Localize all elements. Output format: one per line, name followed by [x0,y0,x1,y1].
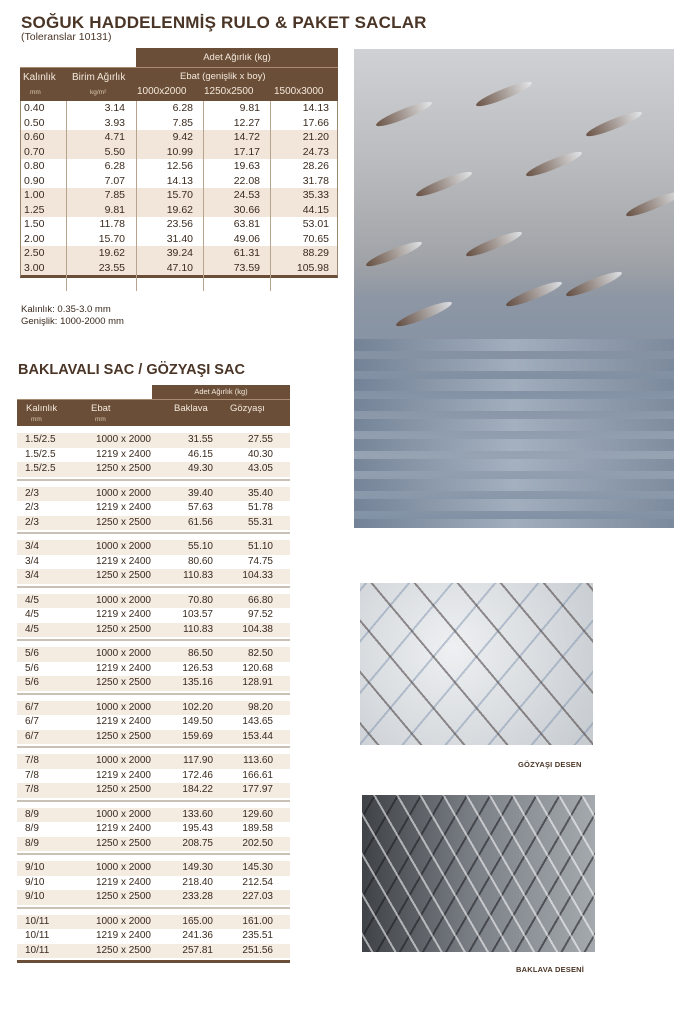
cell-size: 1000 x 2000 [95,915,151,927]
col-header-size: Ebat [91,403,111,414]
cell-baklava: 126.53 [182,662,213,674]
cell-baklava: 102.20 [182,701,213,713]
row-group [17,487,290,535]
cell-1500x3000: 31.78 [302,174,329,187]
cell-unit-weight: 5.50 [104,145,125,158]
cell-gozyasi: 35.40 [247,487,273,499]
cell-baklava: 195.43 [182,823,213,834]
sheet-edge [354,339,674,351]
table-row [17,754,290,769]
cell-1250x2500: 9.81 [239,102,260,114]
table-group-header: Adet Ağırlık (kg) [136,48,338,67]
section1-title: SOĞUK HADDELENMİŞ RULO & PAKET SACLAR [21,13,427,32]
cell-size: 1250 x 2500 [95,516,151,528]
cell-1500x3000: 105.98 [296,261,329,274]
sheet-edge [354,519,674,528]
cell-gozyasi: 145.30 [242,862,273,873]
table-row [21,203,337,218]
cell-size: 1250 x 2500 [95,463,151,474]
cell-thickness: 2.00 [24,232,45,245]
col-unit-size: mm [95,416,106,423]
table-row [17,676,290,691]
tread-diamond [504,278,563,310]
col-unit-thickness: mm [30,89,41,96]
gozyasi-pattern-photo [360,583,593,745]
cell-1000x2000: 7.85 [172,116,193,129]
cell-thickness: 0.90 [24,174,45,187]
table-row [21,217,337,232]
column-divider [66,101,67,291]
table-row [17,623,290,638]
cell-baklava: 133.60 [182,808,213,820]
cell-size: 1219 x 2400 [95,609,151,620]
cell-thickness: 9/10 [25,891,45,902]
table-row [17,594,290,609]
checker-plate-table-body [17,433,290,969]
cell-thickness: 1.50 [24,218,45,230]
table-row [17,448,290,463]
cell-1000x2000: 23.56 [166,218,193,230]
cell-gozyasi: 143.65 [242,716,273,727]
cell-unit-weight: 9.81 [104,203,125,216]
cell-unit-weight: 7.85 [104,189,125,201]
cell-gozyasi: 166.61 [242,769,273,781]
tread-diamond [584,108,643,140]
cell-baklava: 61.56 [187,516,213,528]
col-header-thickness: Kalınlık [26,403,58,414]
table-row [17,662,290,677]
column-divider [136,101,137,291]
col-header-1250x2500: 1250x2500 [204,86,254,97]
table-row [17,837,290,852]
cell-gozyasi: 66.80 [247,594,273,606]
sheet-edge [354,479,674,491]
cell-size: 1250 x 2500 [95,891,151,902]
cell-unit-weight: 7.07 [104,174,125,187]
cell-baklava: 135.16 [182,677,213,688]
section2-title: BAKLAVALI SAC / GÖZYAŞI SAC [18,362,245,378]
table-row [17,929,290,944]
cell-gozyasi: 97.52 [247,609,273,620]
cell-size: 1219 x 2400 [95,930,151,941]
cell-1500x3000: 88.29 [302,247,329,259]
row-group [17,701,290,749]
cell-1000x2000: 12.56 [166,160,193,172]
column-divider [270,101,271,291]
table-row [17,783,290,798]
table-row [21,246,337,261]
cell-thickness: 1.5/2.5 [25,434,56,445]
cell-1000x2000: 39.24 [166,247,193,259]
cell-1000x2000: 10.99 [166,145,193,158]
col-unit-unit-weight: kg/m² [90,89,107,96]
cell-baklava: 159.69 [182,730,213,742]
cell-size: 1250 x 2500 [95,784,151,795]
cell-gozyasi: 74.75 [247,555,273,567]
table-row [17,876,290,891]
cell-thickness: 3/4 [25,555,39,567]
sheet-edge [354,459,674,471]
cell-baklava: 46.15 [187,448,213,460]
cell-thickness: 8/9 [25,823,39,834]
cell-size: 1250 x 2500 [95,730,151,742]
cell-1500x3000: 21.20 [302,131,329,143]
cell-baklava: 80.60 [187,555,213,567]
cell-baklava: 184.22 [182,784,213,795]
tread-diamond [564,268,623,300]
cell-baklava: 208.75 [182,837,213,849]
cell-baklava: 233.28 [182,891,213,902]
tread-diamond [364,238,423,270]
cell-gozyasi: 189.58 [242,823,273,834]
table-row [17,608,290,623]
cell-baklava: 70.80 [187,594,213,606]
cell-unit-weight: 3.14 [104,102,125,114]
sheet-edge [354,379,674,391]
cell-size: 1000 x 2000 [95,701,151,713]
table-row [21,261,337,276]
col-header-thickness: Kalınlık [23,72,56,83]
table-row [17,890,290,905]
table-header [20,67,338,101]
cell-thickness: 0.60 [24,131,45,143]
cell-gozyasi: 113.60 [243,755,273,766]
table-row [21,159,337,174]
cell-thickness: 10/11 [25,944,50,956]
cell-1250x2500: 14.72 [233,131,260,143]
cell-thickness: 4/5 [25,609,39,620]
sheet-edge [354,359,674,371]
cell-1250x2500: 30.66 [233,203,260,216]
cell-gozyasi: 128.91 [242,677,273,688]
table-row [21,116,337,131]
col-header-unit-weight: Birim Ağırlık [72,72,126,83]
cell-thickness: 2/3 [25,516,39,528]
cell-baklava: 218.40 [182,876,213,888]
cell-thickness: 0.40 [24,102,45,114]
cell-unit-weight: 4.71 [104,131,125,143]
col-header-gozyasi: Gözyaşı [230,403,265,414]
checker-plate-stack-photo [354,49,674,528]
cell-thickness: 6/7 [25,701,39,713]
cell-1500x3000: 24.73 [302,145,329,158]
cell-baklava: 57.63 [187,502,213,513]
cell-gozyasi: 51.10 [247,541,273,552]
cell-gozyasi: 251.56 [242,944,273,956]
cell-gozyasi: 104.38 [242,623,273,635]
cell-1000x2000: 47.10 [166,261,193,274]
tread-diamond [524,148,583,180]
cell-baklava: 86.50 [187,648,213,659]
cell-unit-weight: 3.93 [104,116,125,129]
cell-thickness: 2/3 [25,487,39,499]
table-row [21,101,337,116]
sheet-edge [354,499,674,511]
cell-1500x3000: 35.33 [302,189,329,201]
cell-gozyasi: 27.55 [247,434,273,445]
cell-thickness: 7/8 [25,769,39,781]
col-header-baklava: Baklava [174,403,208,414]
cell-thickness: 9/10 [25,876,45,888]
table-row [17,701,290,716]
cell-baklava: 241.36 [182,930,213,941]
cell-size: 1219 x 2400 [95,716,151,727]
cell-thickness: 3.00 [24,261,45,274]
cell-gozyasi: 235.51 [242,930,273,941]
cell-thickness: 8/9 [25,808,39,820]
cell-gozyasi: 161.00 [242,915,273,927]
table-row [17,769,290,784]
gozyasi-caption: GÖZYAŞI DESEN [518,760,582,769]
cell-thickness: 4/5 [25,594,39,606]
cell-size: 1000 x 2000 [95,594,151,606]
cell-thickness: 9/10 [25,862,45,873]
cell-thickness: 10/11 [25,930,50,941]
table-row [17,915,290,930]
tread-diamond [394,298,453,330]
cell-1000x2000: 6.28 [172,102,193,114]
cell-baklava: 55.10 [187,541,213,552]
cell-size: 1219 x 2400 [95,662,151,674]
table-row [17,501,290,516]
cell-thickness: 2.50 [24,247,45,259]
cell-1500x3000: 70.65 [302,232,329,245]
row-group [17,754,290,802]
table-row [17,516,290,531]
cell-gozyasi: 177.97 [242,784,273,795]
table-row [17,647,290,662]
note-thickness: Kalınlık: 0.35-3.0 mm [21,304,111,315]
cell-1000x2000: 31.40 [166,232,193,245]
cell-size: 1219 x 2400 [95,555,151,567]
cell-thickness: 1.00 [24,189,45,201]
cell-size: 1000 x 2000 [95,541,151,552]
cell-unit-weight: 6.28 [104,160,125,172]
cell-baklava: 31.55 [187,434,213,445]
cell-1250x2500: 12.27 [233,116,260,129]
cell-1500x3000: 53.01 [302,218,329,230]
cell-thickness: 5/6 [25,648,39,659]
table-group-header: Adet Ağırlık (kg) [152,385,290,399]
cell-size: 1250 x 2500 [95,837,151,849]
cell-thickness: 7/8 [25,784,39,795]
cell-size: 1219 x 2400 [95,823,151,834]
table-row [17,540,290,555]
table-body [20,101,338,278]
table-row [17,944,290,959]
cell-gozyasi: 82.50 [247,648,273,659]
cell-gozyasi: 202.50 [242,837,273,849]
cell-size: 1219 x 2400 [95,502,151,513]
cell-size: 1000 x 2000 [95,487,151,499]
sheet-edge [354,419,674,431]
cell-thickness: 6/7 [25,730,39,742]
section1-subtitle: (Toleranslar 10131) [21,31,112,43]
cell-gozyasi: 43.05 [247,463,273,474]
cell-size: 1219 x 2400 [95,769,151,781]
cell-thickness: 3/4 [25,570,39,581]
table-row [17,555,290,570]
cell-unit-weight: 23.55 [98,261,125,274]
cell-baklava: 172.46 [182,769,213,781]
cell-baklava: 49.30 [187,463,213,474]
cell-size: 1250 x 2500 [95,677,151,688]
cell-unit-weight: 15.70 [98,232,125,245]
cell-gozyasi: 129.60 [242,808,273,820]
cell-baklava: 257.81 [182,944,213,956]
row-group [17,594,290,642]
cell-thickness: 1.5/2.5 [25,463,56,474]
table-row [21,188,337,203]
cell-thickness: 5/6 [25,662,39,674]
tread-diamond [474,78,533,110]
cell-baklava: 110.83 [183,570,213,581]
cell-1500x3000: 17.66 [302,116,329,129]
tread-diamond [624,188,674,220]
table-row [17,861,290,876]
cell-thickness: 6/7 [25,716,39,727]
column-divider [203,101,204,291]
cell-1250x2500: 61.31 [233,247,260,259]
cell-1000x2000: 9.42 [172,131,193,143]
cell-1000x2000: 14.13 [166,174,193,187]
cell-size: 1000 x 2000 [95,434,151,445]
cell-1250x2500: 49.06 [233,232,260,245]
cell-baklava: 149.30 [182,862,213,873]
baklava-caption: BAKLAVA DESENİ [516,965,585,974]
table-row [21,174,337,189]
cell-1000x2000: 19.62 [166,203,193,216]
cell-baklava: 117.90 [183,755,213,766]
cell-size: 1000 x 2000 [95,755,151,766]
cell-thickness: 10/11 [25,915,50,927]
cell-thickness: 1.25 [24,203,45,216]
sheet-edge [354,399,674,411]
row-group [17,433,290,481]
row-group [17,808,290,856]
cell-unit-weight: 19.62 [98,247,125,259]
table-row [17,730,290,745]
cell-gozyasi: 212.54 [242,876,273,888]
cell-baklava: 39.40 [187,487,213,499]
cell-thickness: 1.5/2.5 [25,448,56,460]
cell-baklava: 110.83 [183,623,213,635]
cell-gozyasi: 120.68 [242,662,273,674]
col-unit-thickness: mm [31,416,42,423]
table-row [17,433,290,448]
cell-gozyasi: 51.78 [247,502,273,513]
tread-diamond [414,168,473,200]
col-header-1000x2000: 1000x2000 [137,86,187,97]
cell-size: 1000 x 2000 [95,862,151,873]
cell-1250x2500: 63.81 [233,218,260,230]
cell-gozyasi: 104.33 [242,570,273,581]
cell-thickness: 3/4 [25,541,39,552]
col-header-1500x3000: 1500x3000 [274,86,324,97]
col-subheader-size: Ebat (genişlik x boy) [180,71,266,82]
cell-gozyasi: 153.44 [242,730,273,742]
table-header [17,399,290,426]
table-row [17,808,290,823]
cell-size: 1219 x 2400 [95,876,151,888]
cell-1250x2500: 24.53 [233,189,260,201]
baklava-pattern-photo [362,795,595,952]
table-row [17,822,290,837]
tread-diamond [374,98,433,130]
table-row [17,462,290,477]
cell-gozyasi: 55.31 [247,516,273,528]
cell-1500x3000: 14.13 [302,102,329,114]
cell-1250x2500: 73.59 [233,261,260,274]
cell-gozyasi: 40.30 [247,448,273,460]
cell-gozyasi: 227.03 [242,891,273,902]
note-width: Genişlik: 1000-2000 mm [21,316,124,327]
cell-thickness: 0.70 [24,145,45,158]
cell-thickness: 8/9 [25,837,39,849]
cell-size: 1250 x 2500 [95,570,151,581]
cell-baklava: 165.00 [182,915,213,927]
row-group [17,861,290,909]
cell-thickness: 0.50 [24,116,45,129]
table-row [17,487,290,502]
cell-1250x2500: 22.08 [233,174,260,187]
cell-size: 1000 x 2000 [95,648,151,659]
row-group [17,915,290,964]
cell-baklava: 103.57 [182,609,213,620]
cell-1250x2500: 19.63 [233,160,260,172]
cell-1500x3000: 44.15 [302,203,329,216]
cell-1250x2500: 17.17 [233,145,260,158]
row-group [17,540,290,588]
sheet-edge [354,439,674,451]
cell-baklava: 149.50 [182,716,213,727]
table-row [21,232,337,247]
cell-thickness: 4/5 [25,623,39,635]
table-row [21,145,337,160]
cell-size: 1250 x 2500 [95,944,151,956]
tread-diamond [464,228,523,260]
table-row [21,130,337,145]
cell-size: 1000 x 2000 [95,808,151,820]
cell-thickness: 5/6 [25,677,39,688]
cell-size: 1219 x 2400 [95,448,151,460]
table-row [17,715,290,730]
table-row [17,569,290,584]
cell-1500x3000: 28.26 [302,160,329,172]
cell-unit-weight: 11.78 [99,218,125,230]
cell-thickness: 2/3 [25,502,39,513]
row-group [17,647,290,695]
cell-size: 1250 x 2500 [95,623,151,635]
cell-gozyasi: 98.20 [247,701,273,713]
cell-thickness: 7/8 [25,755,39,766]
cell-1000x2000: 15.70 [166,189,193,201]
cell-thickness: 0.80 [24,160,45,172]
